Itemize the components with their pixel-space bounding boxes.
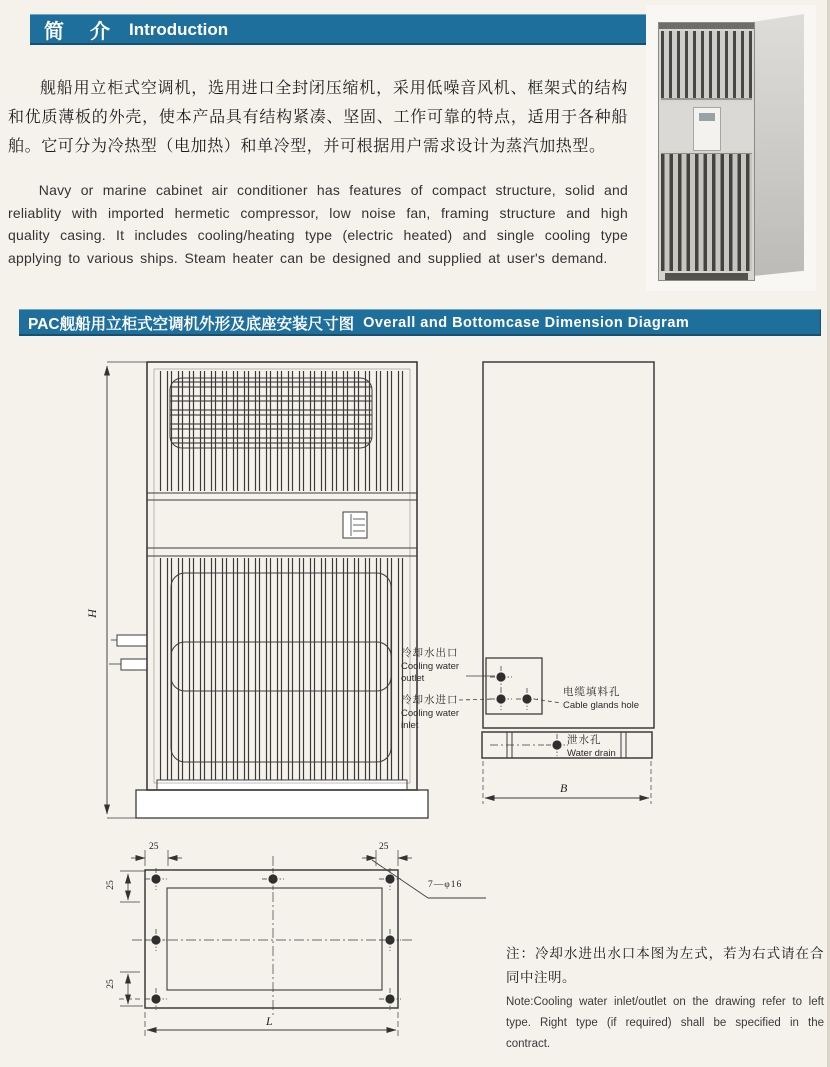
diagram-title-zh: PAC舰船用立柜式空调机外形及底座安装尺寸图 xyxy=(28,315,355,333)
dimension-B: B xyxy=(560,781,568,795)
cable-glands-hole-label-en: Cable glands hole xyxy=(563,699,640,711)
cooling-water-outlet-label xyxy=(401,647,471,685)
cooling-water-outlet-label-en2: outlet xyxy=(401,672,425,684)
dimension-25-top-left: 25 xyxy=(149,842,159,852)
product-photo xyxy=(646,5,816,291)
bottom-air-grille xyxy=(661,153,752,271)
intro-paragraph-chinese: 舰船用立柜式空调机，选用进口全封闭压缩机，采用低噪音风机、框架式的结构和优质薄板的外壳，使本产品具有结构紧凑、坚固、工作可靠的特点，适用于各种船舶。它可分为冷热型（电加热）和单冷型，并可根据用户需求设计为蒸汽加热型。 xyxy=(8,80,628,156)
control-display xyxy=(699,113,715,121)
intro-banner xyxy=(30,14,650,45)
dimension-H: H xyxy=(84,609,99,618)
holes-spec-callout: 7—φ16 xyxy=(428,880,463,890)
middle-panel xyxy=(659,102,754,151)
diagram-title-en: Overall and Bottomcase Dimension Diagram xyxy=(363,314,690,331)
cable-glands-hole-label-zh: 电缆填料孔 xyxy=(563,686,621,698)
cabinet-top-cap xyxy=(659,23,754,29)
cable-glands-hole-label xyxy=(563,686,663,712)
dimension-L: L xyxy=(266,1014,273,1028)
note-english: Note:Cooling water inlet/outlet on the drawing refer to left type. Right type (if required) shall be specified in the contract. xyxy=(506,996,824,1050)
intro-title-en: Introduction xyxy=(129,19,229,39)
note-block xyxy=(506,942,824,1054)
water-drain-label xyxy=(567,734,647,760)
cooling-water-inlet-label xyxy=(401,694,471,732)
control-panel xyxy=(693,107,721,151)
cabinet-side-panel xyxy=(753,14,804,276)
cooling-water-inlet-label-en2: inlet xyxy=(401,719,419,731)
cooling-water-outlet-label-zh: 冷却水出口 xyxy=(401,647,459,659)
dimension-diagram xyxy=(0,350,830,1067)
cooling-water-inlet-label-en: Cooling water xyxy=(401,707,460,719)
water-pipe-stubs xyxy=(109,635,147,670)
cabinet-plinth xyxy=(665,273,748,280)
front-view xyxy=(107,362,428,818)
water-drain-label-zh: 泄水孔 xyxy=(567,734,602,746)
front-control-panel xyxy=(343,512,367,538)
dimension-25-left-top: 25 xyxy=(105,880,116,890)
note-chinese: 注：冷却水进出水口本图为左式，若为右式请在合同中注明。 xyxy=(506,946,824,985)
top-air-grille xyxy=(661,31,752,100)
dimension-25-left-bottom: 25 xyxy=(105,979,116,989)
intro-title-zh: 简 介 xyxy=(44,21,113,43)
cooling-water-outlet-label-en: Cooling water xyxy=(401,660,460,672)
base-plan xyxy=(119,850,486,1036)
intro-paragraph-english: Navy or marine cabinet air conditioner has features of compact structure, solid and reliablity with imported hermetic compressor, low noise fan, framing structure and high quality casing. It includes cooling/heating type (electric heated) and single cooling type applying to various ships. Steam heater can be designed and supplied at user's demand. xyxy=(8,182,628,267)
dimension-25-top-right: 25 xyxy=(379,842,389,852)
cabinet-front-panel xyxy=(658,22,755,281)
water-drain-label-en: Water drain xyxy=(567,747,616,759)
cooling-water-inlet-label-zh: 冷却水进口 xyxy=(401,694,459,706)
dimension-diagram-banner xyxy=(19,309,821,336)
